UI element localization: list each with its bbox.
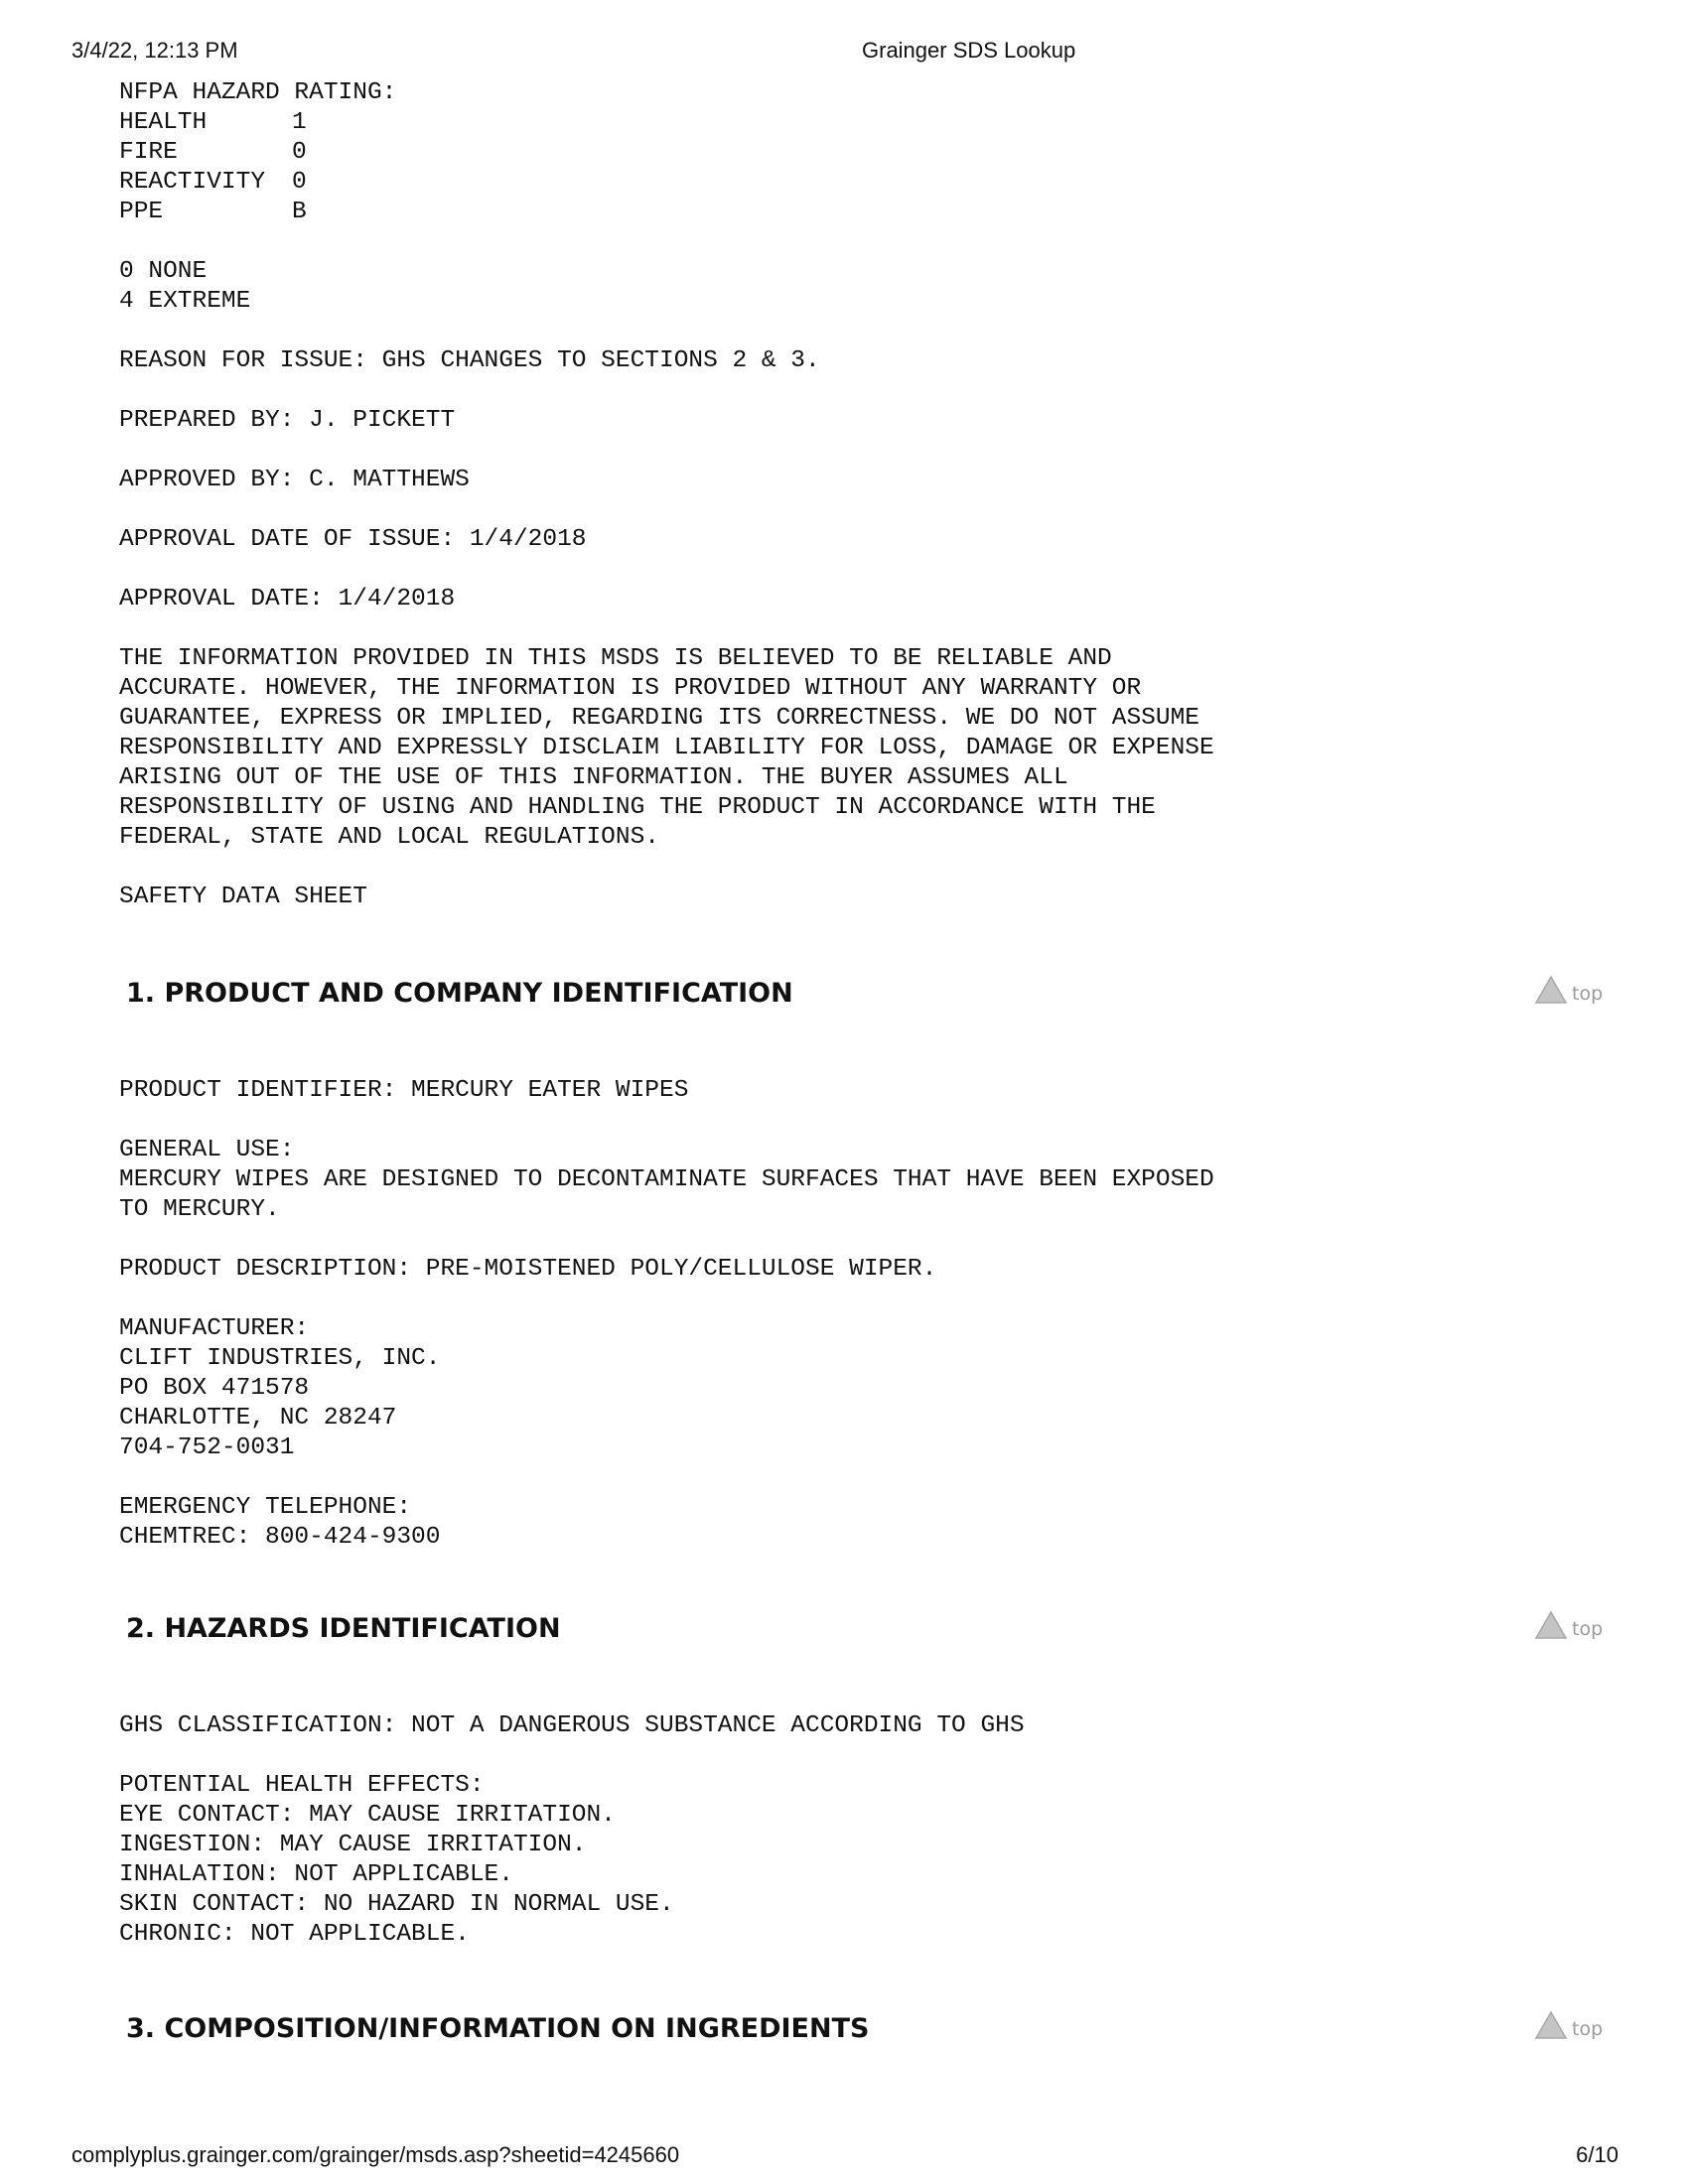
print-timestamp: 3/4/22, 12:13 PM [71,38,238,63]
disclaimer-line: THE INFORMATION PROVIDED IN THIS MSDS IS BELIEVED TO BE RELIABLE AND [119,645,1112,672]
nfpa-label: REACTIVITY [119,169,266,196]
ghs-classification: GHS CLASSIFICATION: NOT A DANGEROUS SUBSTANCE ACCORDING TO GHS [119,1712,1025,1739]
nfpa-value-ppe: B [292,199,307,225]
nfpa-scale-high: 4 EXTREME [119,288,251,315]
sds-label: SAFETY DATA SHEET [119,884,367,910]
nfpa-row-reactivity [119,168,265,198]
manufacturer-name: CLIFT INDUSTRIES, INC. [119,1345,441,1372]
general-use-label: GENERAL USE: [119,1137,295,1163]
section-2-title: 2. HAZARDS IDENTIFICATION [126,1613,561,1644]
nfpa-value-health: 1 [292,109,307,136]
disclaimer-line: GUARANTEE, EXPRESS OR IMPLIED, REGARDING ITS CORRECTNESS. WE DO NOT ASSUME [119,705,1199,732]
health-effect-ingestion: INGESTION: MAY CAUSE IRRITATION. [119,1832,587,1858]
print-url: complyplus.grainger.com/grainger/msds.asp?sheetid=4245660 [71,2142,680,2167]
up-triangle-icon [1534,2010,1568,2040]
top-link-label: top [1572,983,1604,1005]
top-link[interactable] [1534,975,1603,1005]
health-effect-eye: EYE CONTACT: MAY CAUSE IRRITATION. [119,1802,616,1829]
disclaimer-line: ACCURATE. HOWEVER, THE INFORMATION IS PROVIDED WITHOUT ANY WARRANTY OR [119,675,1142,702]
manufacturer-city: CHARLOTTE, NC 28247 [119,1405,397,1432]
reason-for-issue: REASON FOR ISSUE: GHS CHANGES TO SECTIONS 2 & 3. [119,347,820,374]
nfpa-label: FIRE [119,139,178,166]
nfpa-row-fire [119,138,178,168]
emergency-phone: CHEMTREC: 800-424-9300 [119,1524,441,1551]
general-use-text: MERCURY WIPES ARE DESIGNED TO DECONTAMINATE SURFACES THAT HAVE BEEN EXPOSED [119,1166,1214,1193]
manufacturer-phone: 704-752-0031 [119,1434,295,1461]
nfpa-heading: NFPA HAZARD RATING: [119,79,397,106]
disclaimer-line: RESPONSIBILITY AND EXPRESSLY DISCLAIM LIABILITY FOR LOSS, DAMAGE OR EXPENSE [119,735,1214,761]
health-effect-inhalation: INHALATION: NOT APPLICABLE. [119,1861,513,1888]
nfpa-value-fire: 0 [292,139,307,166]
up-triangle-icon [1534,1610,1568,1640]
section-3-title: 3. COMPOSITION/INFORMATION ON INGREDIENTS [126,2013,870,2044]
emergency-label: EMERGENCY TELEPHONE: [119,1494,412,1521]
manufacturer-address: PO BOX 471578 [119,1375,310,1402]
prepared-by: PREPARED BY: J. PICKETT [119,407,456,434]
nfpa-row-health [119,108,207,138]
section-1-title: 1. PRODUCT AND COMPANY IDENTIFICATION [126,978,793,1009]
product-description: PRODUCT DESCRIPTION: PRE-MOISTENED POLY/CELLULOSE WIPER. [119,1256,937,1283]
nfpa-label: PPE [119,199,164,225]
approval-date-of-issue: APPROVAL DATE OF ISSUE: 1/4/2018 [119,526,587,553]
nfpa-value-reactivity: 0 [292,169,307,196]
general-use-text: TO MERCURY. [119,1196,280,1223]
nfpa-label: HEALTH [119,109,208,136]
print-page-title: Grainger SDS Lookup [862,38,1076,63]
disclaimer-line: ARISING OUT OF THE USE OF THIS INFORMATION. THE BUYER ASSUMES ALL [119,764,1068,791]
nfpa-row-ppe [119,198,163,227]
product-identifier: PRODUCT IDENTIFIER: MERCURY EATER WIPES [119,1077,689,1104]
health-effect-chronic: CHRONIC: NOT APPLICABLE. [119,1921,470,1948]
disclaimer-line: FEDERAL, STATE AND LOCAL REGULATIONS. [119,824,659,851]
top-link-label: top [1572,1618,1604,1640]
disclaimer-line: RESPONSIBILITY OF USING AND HANDLING THE PRODUCT IN ACCORDANCE WITH THE [119,794,1156,821]
nfpa-scale-low: 0 NONE [119,258,208,285]
health-effect-skin: SKIN CONTACT: NO HAZARD IN NORMAL USE. [119,1891,674,1918]
print-page-number: 6/10 [1576,2142,1618,2167]
approval-date: APPROVAL DATE: 1/4/2018 [119,586,456,613]
health-effects-label: POTENTIAL HEALTH EFFECTS: [119,1772,485,1799]
top-link[interactable] [1534,2010,1603,2040]
approved-by: APPROVED BY: C. MATTHEWS [119,467,470,493]
up-triangle-icon [1534,975,1568,1005]
top-link-label: top [1572,2018,1604,2040]
top-link[interactable] [1534,1610,1603,1640]
manufacturer-label: MANUFACTURER: [119,1315,310,1342]
